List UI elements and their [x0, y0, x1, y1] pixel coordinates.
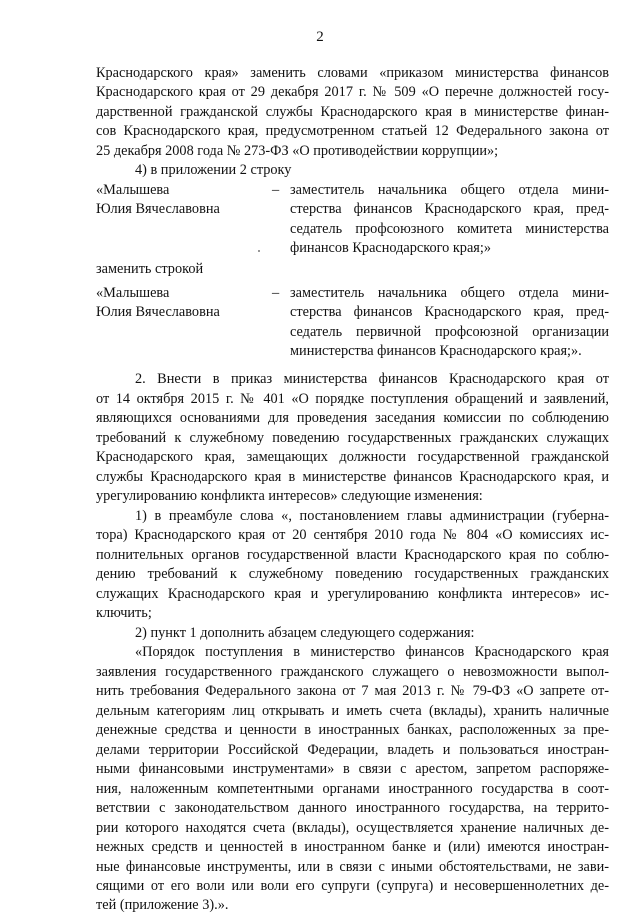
scan-speck [258, 250, 260, 252]
text-line: ния, наложенным компетентными органами иностранного государства в соот- [96, 781, 609, 797]
text-line: «Порядок поступления в министерство финансов Краснодарского края [135, 644, 609, 660]
entry-new-given-names: Юлия Вячеславовна [96, 304, 220, 320]
replace-label: заменить строкой [96, 261, 204, 277]
text-line: Краснодарского края, замещающих должности государственной гражданской [96, 449, 609, 465]
text-line: службы Краснодарского края в министерстве финансов Краснодарского края, и [96, 469, 609, 485]
entry-new-position-line: седатель первичной профсоюзной организации [290, 324, 609, 340]
text-line: сящими от его воли или воли его супруги (супруга) и несовершеннолетних де- [96, 878, 609, 894]
text-line: урегулированию конфликта интересов» следующие изменения: [96, 488, 483, 504]
text-line: от 14 октября 2015 г. № 401 «О порядке поступления обращений и заявлений, [96, 391, 609, 407]
text-line: Краснодарского края» заменить словами «приказом министерства финансов [96, 65, 609, 81]
text-line: полнительных органов государственной власти Краснодарского края по соблю- [96, 547, 609, 563]
entry-old-dash: – [272, 182, 280, 198]
entry-old-position-line: стерства финансов Краснодарского края, пред- [290, 201, 609, 217]
page-number: 2 [316, 29, 324, 45]
entry-old-given-names: Юлия Вячеславовна [96, 201, 220, 217]
text-line: сов Краснодарского края, предусмотренном статьей 12 Федерального закона от [96, 123, 609, 139]
text-line: дарственной гражданской службы Краснодарского края в министерстве финан- [96, 104, 609, 120]
text-line: заявления государственного гражданского служащего о невозможности выпол- [96, 664, 609, 680]
entry-old-position-line: седатель профсоюзного комитета министерства [290, 221, 609, 237]
text-line: требований к служебному поведению государственных гражданских служащих [96, 430, 609, 446]
text-line: тей (приложение 3).». [96, 897, 229, 913]
text-line: денежные средства и ценности в иностранных банках, расположенных за пре- [96, 722, 609, 738]
text-line: делами территории Российской Федерации, владеть и пользоваться иностран- [96, 742, 609, 758]
text-line: служащих Краснодарского края и урегулированию конфликта интересов» ис- [96, 586, 609, 602]
text-line: ключить; [96, 605, 152, 621]
text-line: Краснодарского края от 29 декабря 2017 г. № 509 «О перечне должностей госу- [96, 84, 609, 100]
text-line: тора) Краснодарского края от 20 сентября 2010 года № 804 «О комиссиях ис- [96, 527, 609, 543]
entry-old-surname: «Малышева [96, 182, 170, 198]
text-line: дельным категориям лиц открывать и иметь счета (вклады), хранить наличные [96, 703, 609, 719]
text-line: 2) пункт 1 дополнить абзацем следующего содержания: [135, 625, 475, 641]
entry-new-dash: – [272, 285, 280, 301]
entry-new-position-line: стерства финансов Краснодарского края, пред- [290, 304, 609, 320]
item-4-line: 4) в приложении 2 строку [135, 162, 292, 178]
text-line: нежных средств и ценностей в иностранном банке и (или) имеются иностран- [96, 839, 609, 855]
text-line: являющихся основаниями для проведения заседания комиссии по соблюдению [96, 410, 609, 426]
entry-old-position-line: финансов Краснодарского края;» [290, 240, 491, 256]
text-line: ные финансовые инструменты, или в связи с иными обстоятельствами, не зави- [96, 859, 609, 875]
text-line: 2. Внести в приказ министерства финансов Краснодарского края от [135, 371, 609, 387]
entry-old-position-line: заместитель начальника общего отдела мини- [290, 182, 609, 198]
entry-new-surname: «Малышева [96, 285, 170, 301]
text-line: дению требований к служебному поведению государственных гражданских [96, 566, 609, 582]
text-line: ветствии с законодательством данного иностранного государства, на террито- [96, 800, 609, 816]
text-line: нить требования Федерального закона от 7 мая 2013 г. № 79-ФЗ «О запрете от- [96, 683, 609, 699]
text-line: 25 декабря 2008 года № 273-ФЗ «О противодействии коррупции»; [96, 143, 499, 159]
entry-new-position-line: министерства финансов Краснодарского края;». [290, 343, 582, 359]
text-line: рии которого находятся счета (вклады), осуществляется хранение наличных де- [96, 820, 609, 836]
text-line: 1) в преамбуле слова «, постановлением главы администрации (губерна- [135, 508, 609, 524]
entry-new-position-line: заместитель начальника общего отдела мини- [290, 285, 609, 301]
text-line: ными финансовыми инструментами» в связи с арестом, запретом распоряже- [96, 761, 609, 777]
